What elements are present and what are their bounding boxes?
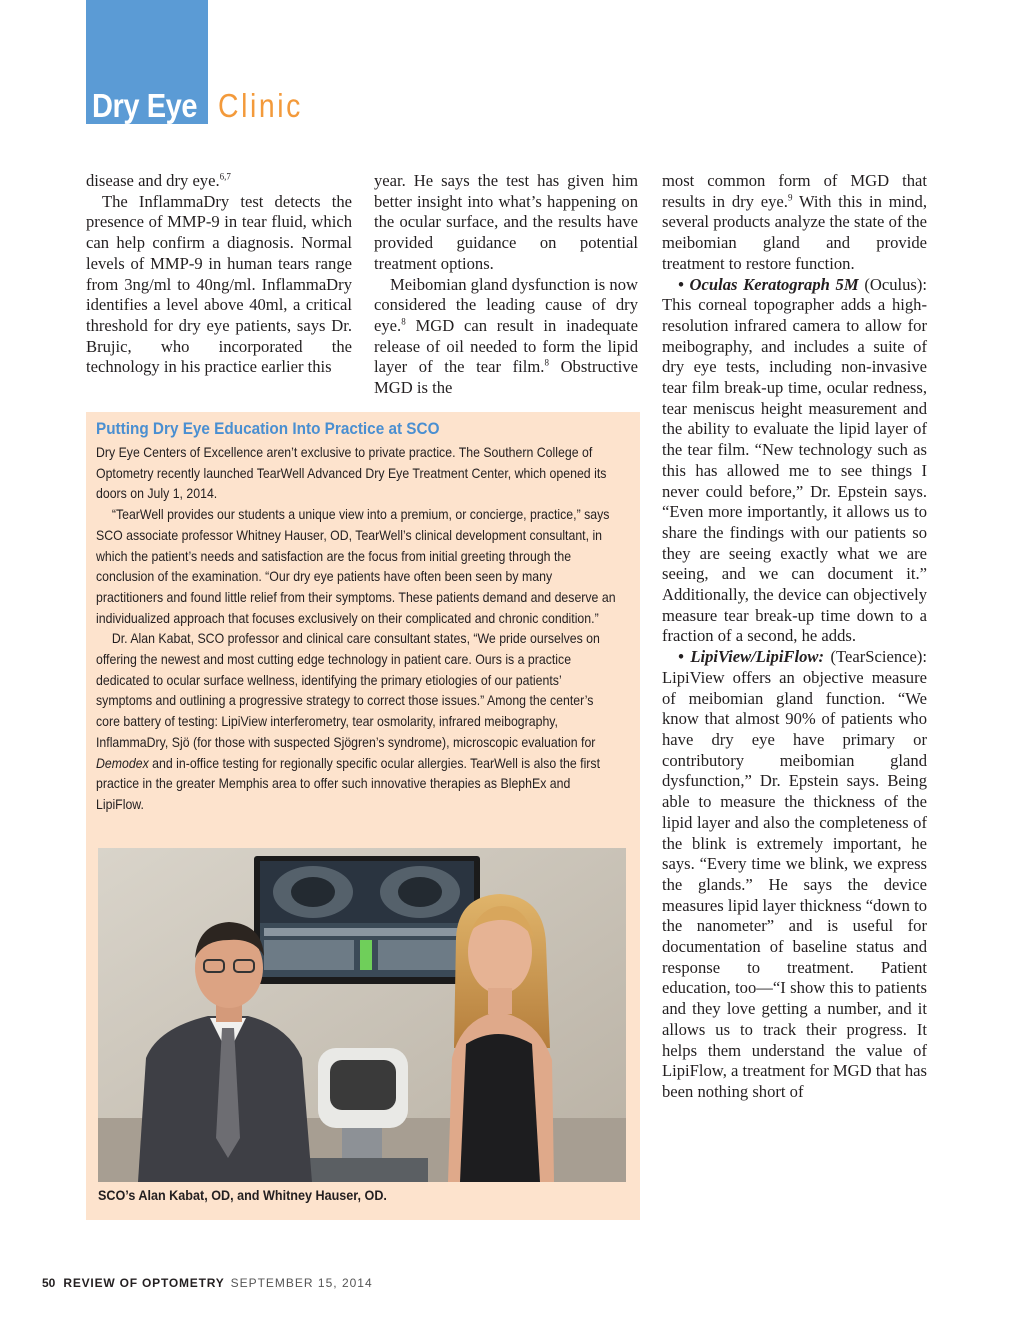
paragraph: Dr. Alan Kabat, SCO professor and clinical care consultant states, “We pride ourselves on offering the newest and most cutting edge technology in patient care. Ours is a practice dedicated to ocular surface wellness, identifying the primary etiologies of our patients’ symptoms and outlining a progressive strategy to correct those issues.” Among the center’s core battery of testing: LipiView interferometry, tear osmolarity, infrared meibography, InflammaDry, Sjö (for those with suspected Sjögren’s syndrome), microscopic evaluation for Demodex and in-office testing for regionally specific ocular allergies. TearWell is also the first practice in the greater Memphis area to offer such innovative therapies as BlephEx and LipiFlow. (96, 630, 601, 812)
magazine-name: REVIEW OF OPTOMETRY (63, 1276, 225, 1290)
paragraph: “TearWell provides our students a unique view into a premium, or concierge, practice,” says SCO associate professor Whitney Hauser, OD, TearWell’s clinical development consultant, in which the patient’s needs and satisfaction are the focus from initial greeting through the conclusion of the examination. “Our dry eye patients have often been seen by many practitioners and found little relief from their symptoms. These patients demand and deserve an individualized approach that focuses exclusively on their complicated and chronic condition.” (96, 506, 616, 626)
sidebar-title: Putting Dry Eye Education Into Practice at SCO (96, 419, 440, 438)
section-title-dry-eye: Dry Eye (92, 87, 198, 124)
paragraph: most common form of MGD that results in dry eye.$^9$ With this in mind, several products analyze the state of the meibomian gland and provide treatment to restore function. (662, 171, 927, 273)
paragraph: • LipiView/LipiFlow: (TearScience): LipiView offers an objective measure of meibomian gland function. “We know that almost 90% of patients who have dry eye have primary or contributory meibomian gland dysfunction,” Dr. Epstein says. Being able to measure the thickness of the lipid layer and also the completeness of the blink is extremely important, he says. “Every time we blink, we express the glands.” He says the device measures lipid layer thickness “down to the nanometer” and is useful for documentation of baseline status and response to treatment. Patient education, too—“I show this to patients and they love getting a number, and it allows us to track their progress. It helps them understand the value of LipiFlow, a treatment for MGD that has been nothing short of (662, 647, 927, 1101)
paragraph: The InflammaDry test detects the presence of MMP-9 in tear fluid, which can help confirm a diagnosis. Normal levels of MMP-9 in human tears range from 3ng/ml to 40ng/ml. InflammaDry identifies a level above 40ml, a critical threshold for dry eye patients, says Dr. Brujic, who incorporated the technology in his practice earlier this (86, 191, 352, 377)
paragraph: Dry Eye Centers of Excellence aren’t exclusive to private practice. The Southern College of Optometry recently launched TearWell Advanced Dry Eye Treatment Center, which opened its doors on July 1, 2014. (96, 444, 607, 502)
paragraph: year. He says the test has given him better insight into what’s happening on the ocular surface, and the results have provided guidance on potential treatment options. (374, 171, 638, 273)
section-title-clinic: Clinic (218, 87, 303, 124)
paragraph: disease and dry eye.$^{6,7}$ (86, 171, 231, 190)
photo-caption: SCO’s Alan Kabat, OD, and Whitney Hauser, OD. (98, 1187, 387, 1203)
article-column-2 (374, 171, 638, 399)
page-footer (42, 1275, 373, 1291)
issue-date: SEPTEMBER 15, 2014 (230, 1276, 373, 1290)
sidebar-body (96, 442, 620, 815)
article-column-3 (662, 171, 927, 1103)
photo-kabat-hauser (98, 848, 626, 1182)
paragraph: • Oculas Keratograph 5M (Oculus): This corneal topographer adds a high-resolution infrared camera to allow for meibography, and includes a suite of dry eye tests, including non-invasive tear film break-up time, ocular redness, tear meniscus height measurement and the ability to evaluate the lipid layer of the tear film. “New technology such as this has allowed me to see things I never could before,” Dr. Epstein says. “Even more importantly, it allows us to share the findings with our patients so they are seeing exactly what we are seeing, and we can document it.” Additionally, the device can objectively measure tear break-up time down to a fraction of a second, he adds. (662, 274, 927, 646)
article-column-1 (86, 171, 352, 378)
paragraph: Meibomian gland dysfunction is now considered the leading cause of dry eye.$^8$ MGD can result in inadequate release of oil needed to form the lipid layer of the tear film.$^8$ Obstructive MGD is the (374, 274, 638, 398)
page-number: 50 (42, 1276, 56, 1290)
photo-illustration (98, 848, 626, 1182)
